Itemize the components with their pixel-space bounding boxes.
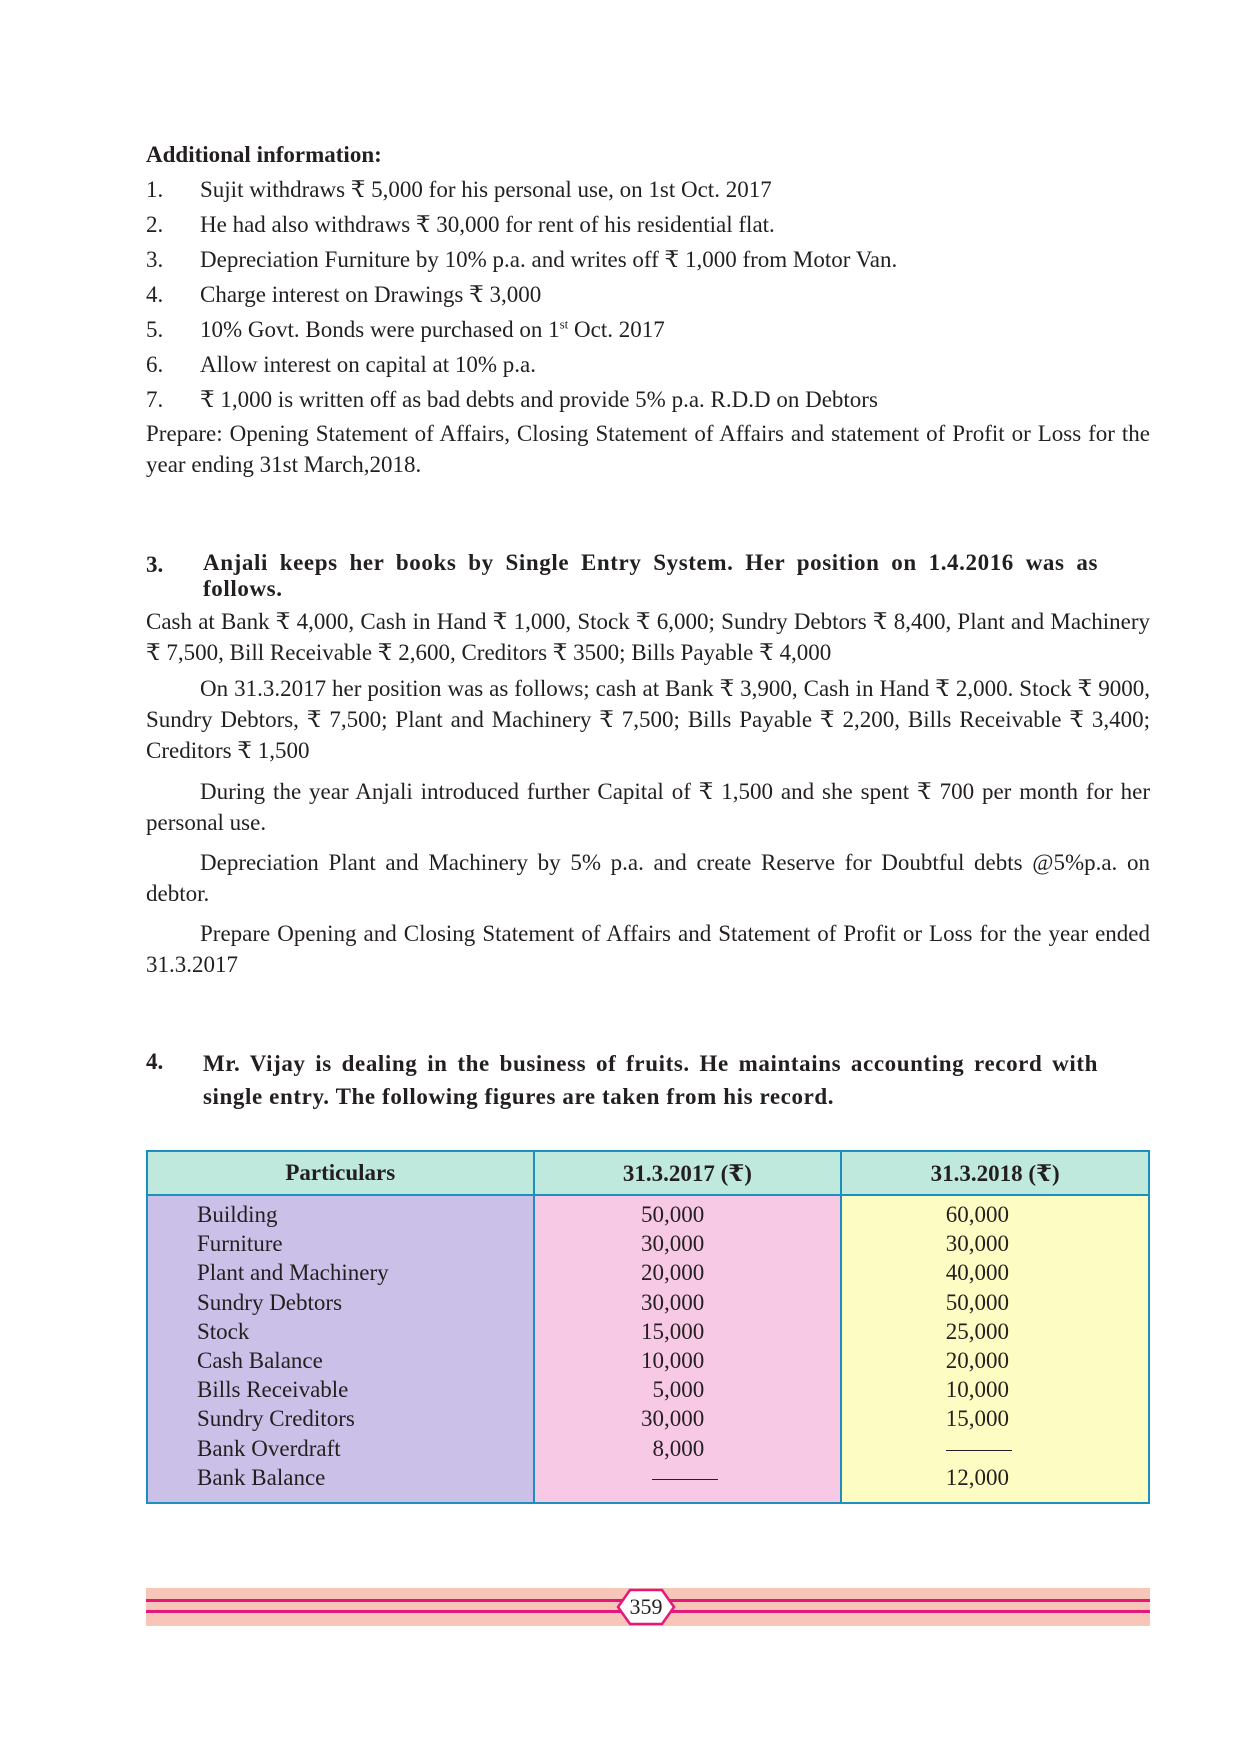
table-cell: 30,000 — [945, 1231, 1009, 1257]
question-number: 3. — [146, 552, 164, 577]
column-header-2018: 31.3.2018 (₹) — [841, 1151, 1149, 1195]
table-cell: 25,000 — [945, 1318, 1009, 1344]
table-body-row — [147, 1195, 1149, 1503]
column-header-particulars: Particulars — [147, 1151, 534, 1195]
table-cell: 30,000 — [641, 1289, 705, 1315]
table-cell: Sundry Debtors — [197, 1289, 343, 1315]
q3-paragraph-4: Depreciation Plant and Machinery by 5% p.a. and create Reserve for Doubtful debts @5%p.a. on debtor. — [146, 850, 1150, 906]
question-4-heading — [146, 1047, 1150, 1113]
question-number: 4. — [146, 1049, 164, 1074]
question-3-heading — [146, 550, 1150, 602]
table-cell: Bank Overdraft — [197, 1435, 341, 1461]
q3-paragraph-5: Prepare Opening and Closing Statement of Affairs and Statement of Profit or Loss for the year ended 31.3.2017 — [146, 921, 1150, 977]
prepare-instruction: Prepare: Opening Statement of Affairs, Closing Statement of Affairs and statement of Profit or Loss for the year ending 31st March,2018. — [146, 421, 1150, 477]
table-cell: Plant and Machinery — [197, 1260, 389, 1286]
list-item: 1. Sujit withdraws ₹ 5,000 for his personal use, on 1st Oct. 2017 — [146, 177, 772, 202]
table-cell: 15,000 — [945, 1406, 1009, 1432]
table-cell: 12,000 — [945, 1464, 1009, 1490]
additional-info-heading: Additional information: — [146, 142, 382, 167]
table-cell: 20,000 — [641, 1260, 705, 1286]
table-cell: Bills Receivable — [197, 1377, 349, 1403]
table-cell: 20,000 — [945, 1347, 1009, 1373]
table-cell: 50,000 — [641, 1202, 705, 1227]
list-item: 2. He had also withdraws ₹ 30,000 for rent of his residential flat. — [146, 212, 775, 237]
table-cell: Building — [197, 1202, 278, 1227]
column-2018 — [841, 1195, 1149, 1503]
table-cell: Bank Balance — [197, 1464, 326, 1490]
list-item: 4. Charge interest on Drawings ₹ 3,000 — [146, 282, 542, 307]
table-cell: 10,000 — [641, 1347, 705, 1373]
list-item: 3. Depreciation Furniture by 10% p.a. and writes off ₹ 1,000 from Motor Van. — [146, 247, 898, 272]
table-cell: Sundry Creditors — [197, 1406, 355, 1432]
table-cell: 30,000 — [641, 1231, 705, 1257]
list-item: 6. Allow interest on capital at 10% p.a. — [146, 352, 536, 377]
q3-paragraph-1: Cash at Bank ₹ 4,000, Cash in Hand ₹ 1,000, Stock ₹ 6,000; Sundry Debtors ₹ 8,400, Plant and Machinery ₹ 7,500, Bill Receivable ₹ 2,600, Creditors ₹ 3500; Bills Payable ₹ 4,000 — [146, 609, 1150, 665]
table-cell-dash — [842, 1434, 1148, 1463]
table-cell: 50,000 — [945, 1289, 1009, 1315]
table-header-row — [147, 1151, 1149, 1195]
list-item: 5. 10% Govt. Bonds were purchased on 1st Oct. 2017 — [146, 316, 665, 342]
question-title: Mr. Vijay is dealing in the business of fruits. He maintains accounting record with single entry. The following figures are taken from his record. — [203, 1051, 1098, 1109]
column-header-2017: 31.3.2017 (₹) — [534, 1151, 842, 1195]
footer-band — [146, 1588, 1150, 1626]
page-number: 359 — [629, 1594, 663, 1619]
table-cell-dash — [535, 1463, 841, 1492]
column-2017 — [534, 1195, 842, 1503]
table-cell: Cash Balance — [197, 1347, 323, 1373]
q3-paragraph-3: During the year Anjali introduced further Capital of ₹ 1,500 and she spent ₹ 700 per month for her personal use. — [146, 779, 1150, 835]
table-cell: 60,000 — [945, 1202, 1009, 1227]
figures-table — [146, 1150, 1150, 1504]
table-cell: Furniture — [197, 1231, 283, 1257]
q3-paragraph-2: On 31.3.2017 her position was as follows; cash at Bank ₹ 3,900, Cash in Hand ₹ 2,000. Stock ₹ 9000, Sundry Debtors, ₹ 7,500; Plant and Machinery ₹ 7,500; Bills Payable ₹ 2,200, Bills Receivable ₹ 3,400; Creditors ₹ 1,500 — [146, 676, 1150, 763]
table-cell: 15,000 — [641, 1318, 705, 1344]
table-cell: 5,000 — [652, 1377, 705, 1403]
table-cell: 8,000 — [652, 1435, 705, 1461]
page-number-badge — [616, 1588, 676, 1626]
superscript: st — [559, 316, 569, 332]
question-title: Anjali keeps her books by Single Entry System. Her position on 1.4.2016 was as follows. — [203, 550, 1098, 601]
page-content — [146, 138, 1150, 1504]
particulars-column — [147, 1195, 534, 1503]
table-cell: Stock — [197, 1318, 250, 1344]
table-cell: 40,000 — [945, 1260, 1009, 1286]
list-item: 7. ₹ 1,000 is written off as bad debts and provide 5% p.a. R.D.D on Debtors — [146, 387, 878, 412]
table-cell: 10,000 — [945, 1377, 1009, 1403]
table-cell: 30,000 — [641, 1406, 705, 1432]
additional-info-list — [146, 172, 1150, 417]
